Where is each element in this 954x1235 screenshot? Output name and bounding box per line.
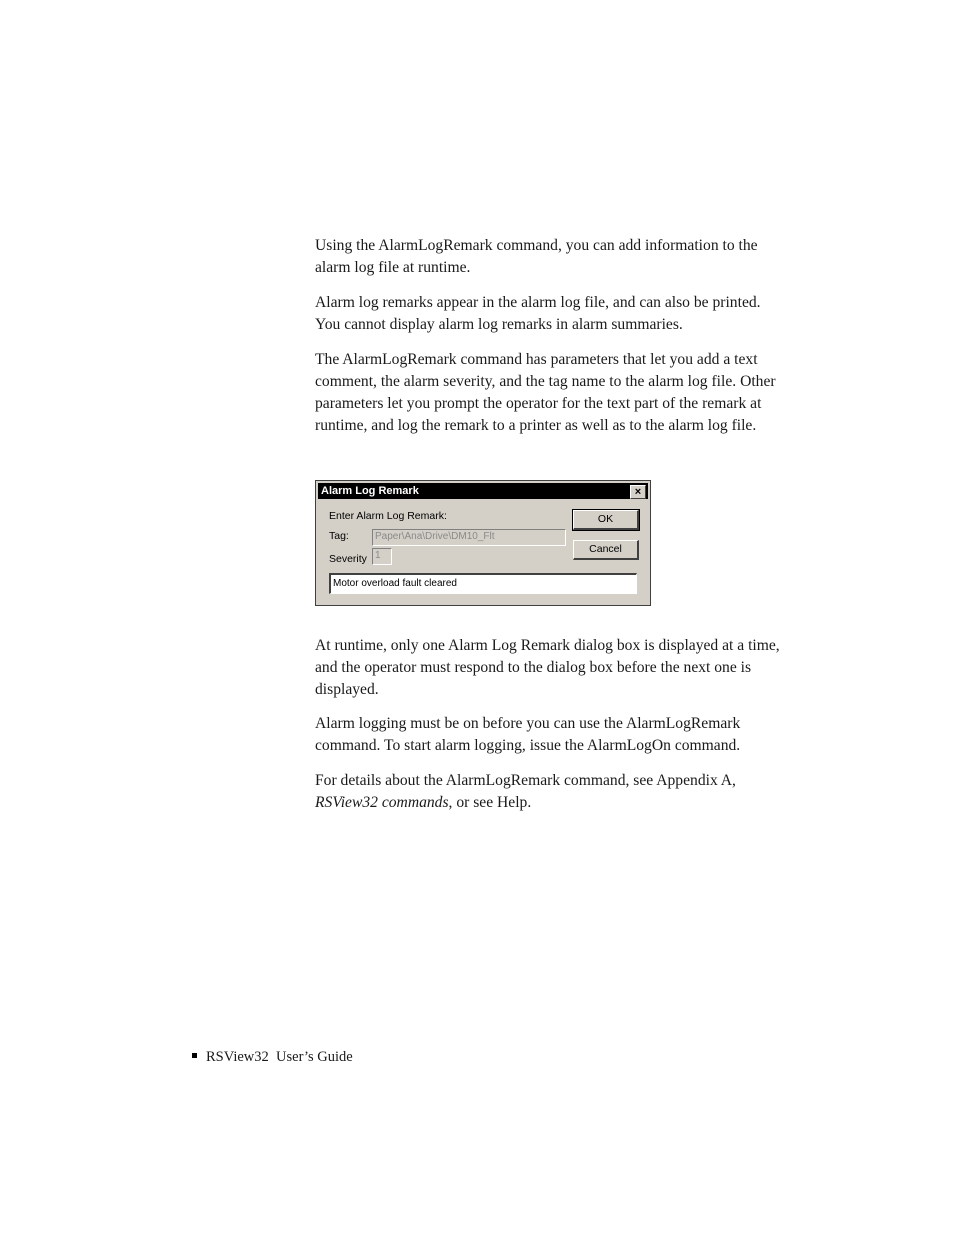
ok-button[interactable]: OK <box>573 510 639 530</box>
dialog-titlebar <box>318 483 648 499</box>
tag-field: Paper\Ana\Drive\DM10_Flt <box>372 529 566 546</box>
paragraph-runtime-behavior: At runtime, only one Alarm Log Remark dialog box is displayed at a time, and the operator must respond to the dialog box before the next one is displayed. <box>315 637 780 698</box>
page-footer <box>192 1047 353 1067</box>
cancel-button[interactable]: Cancel <box>573 540 639 560</box>
remark-prompt-label: Enter Alarm Log Remark: <box>329 510 447 522</box>
footer-title: RSView32 User’s Guide <box>206 1049 353 1065</box>
paragraph-parameters: The AlarmLogRemark command has parameters that let you add a text comment, the alarm severity, and the tag name to the alarm log file. Other parameters let you prompt the operator for the text part of the remark at runtime, and log the remark to a printer as well as to the alarm log file. <box>315 351 776 434</box>
paragraph-details <box>315 770 783 814</box>
paragraph-remarks-location: Alarm log remarks appear in the alarm log file, and can also be printed. You cannot display alarm log remarks in alarm summaries. <box>315 294 761 333</box>
details-text-end: , or see Help. <box>448 794 532 811</box>
close-icon[interactable]: × <box>630 485 646 499</box>
severity-field: 1 <box>372 548 392 565</box>
dialog-title: Alarm Log Remark <box>321 485 419 497</box>
footer-bullet-icon <box>192 1053 197 1058</box>
remark-input[interactable]: Motor overload fault cleared <box>329 573 637 594</box>
commands-reference: RSView32 commands <box>315 794 449 811</box>
severity-label: Severity <box>329 553 367 565</box>
tag-label: Tag: <box>329 530 349 542</box>
details-text: For details about the AlarmLogRemark command, see Appendix A, <box>315 772 736 789</box>
paragraph-logging-required: Alarm logging must be on before you can use the AlarmLogRemark command. To start alarm logging, issue the AlarmLogOn command. <box>315 715 741 754</box>
alarm-log-remark-dialog <box>315 480 651 606</box>
paragraph-intro: Using the AlarmLogRemark command, you can add information to the alarm log file at runtime. <box>315 237 758 276</box>
